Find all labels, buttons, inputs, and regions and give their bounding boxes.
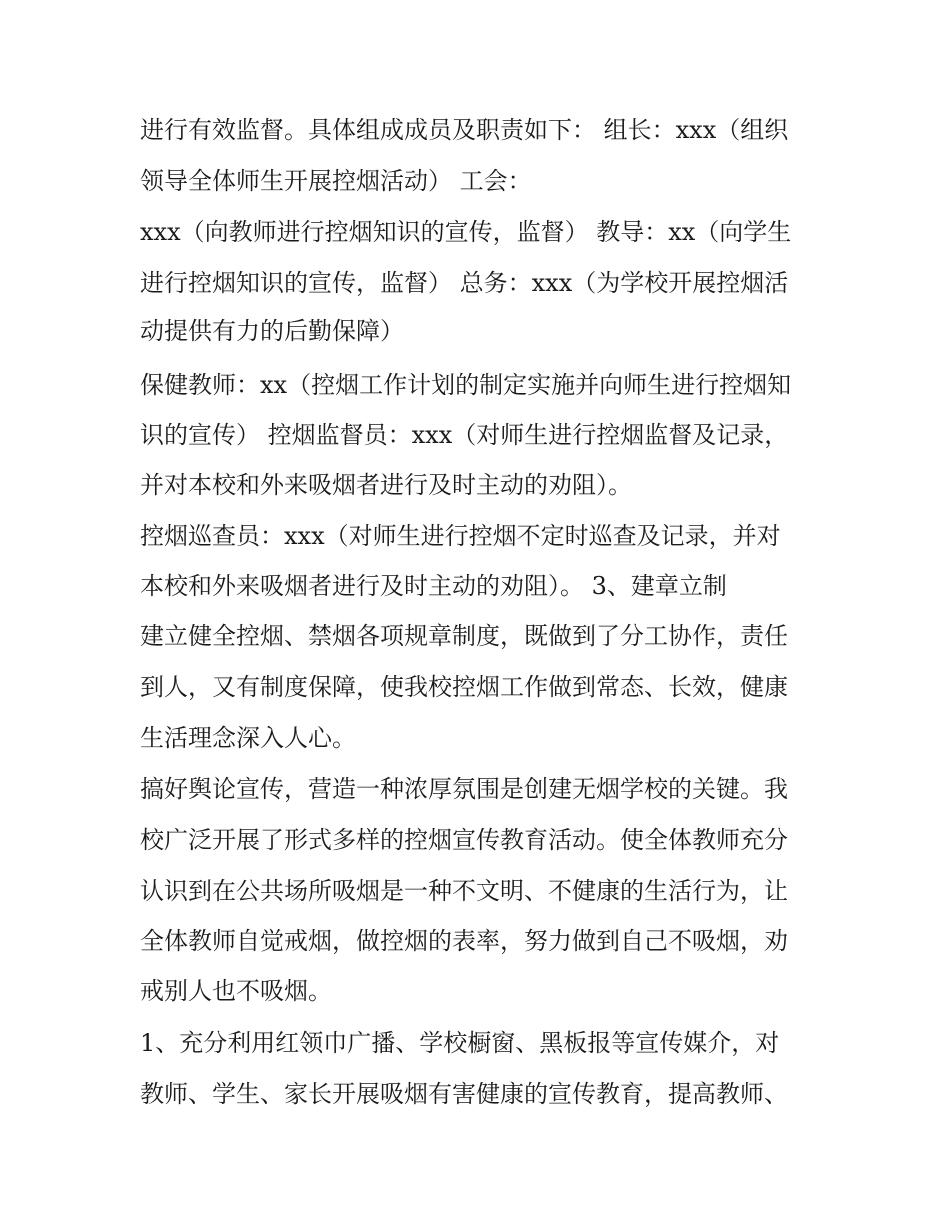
text-line: 全体教师自觉戒烟，做控烟的表率，努力做到自己不吸烟，劝 [140, 927, 788, 955]
text-line: 生活理念深入人心。 [140, 724, 356, 752]
text-line: 1、充分利用红领巾广播、学校橱窗、黑板报等宣传媒介，对 [140, 1029, 780, 1057]
text-line: 并对本校和外来吸烟者进行及时主动的劝阻）。 [140, 471, 632, 499]
text-line: 识的宣传） 控烟监督员：xxx（对师生进行控烟监督及记录， [140, 421, 789, 449]
text-line: 教师、学生、家长开展吸烟有害健康的宣传教育，提高教师、 [140, 1080, 788, 1108]
text-line: 校广泛开展了形式多样的控烟宣传教育活动。使全体教师充分 [140, 826, 788, 854]
text-line: 到人，又有制度保障，使我校控烟工作做到常态、长效，健康 [140, 673, 788, 701]
text-line: 保健教师：xx（控烟工作计划的制定实施并向师生进行控烟知 [140, 371, 792, 399]
text-line: 领导全体师生开展控烟活动） 工会： [140, 167, 532, 195]
text-line: 戒别人也不吸烟。 [140, 977, 332, 1005]
text-line: 进行有效监督。具体组成成员及职责如下： 组长：xxx（组织 [140, 116, 789, 144]
text-line: 本校和外来吸烟者进行及时主动的劝阻）。 3、建章立制 [140, 572, 727, 600]
text-line: 动提供有力的后勤保障） [140, 317, 404, 345]
text-line: 认识到在公共场所吸烟是一种不文明、不健康的生活行为，让 [140, 877, 788, 905]
text-line: 控烟巡查员：xxx（对师生进行控烟不定时巡查及记录，并对 [140, 522, 781, 550]
text-line: 进行控烟知识的宣传，监督） 总务：xxx（为学校开展控烟活 [140, 269, 789, 297]
text-line: 搞好舆论宣传，营造一种浓厚氛围是创建无烟学校的关键。我 [140, 775, 788, 803]
text-line: 建立健全控烟、禁烟各项规章制度，既做到了分工协作，责任 [140, 622, 788, 650]
text-line: xxx（向教师进行控烟知识的宣传，监督） 教导：xx（向学生 [140, 218, 792, 246]
